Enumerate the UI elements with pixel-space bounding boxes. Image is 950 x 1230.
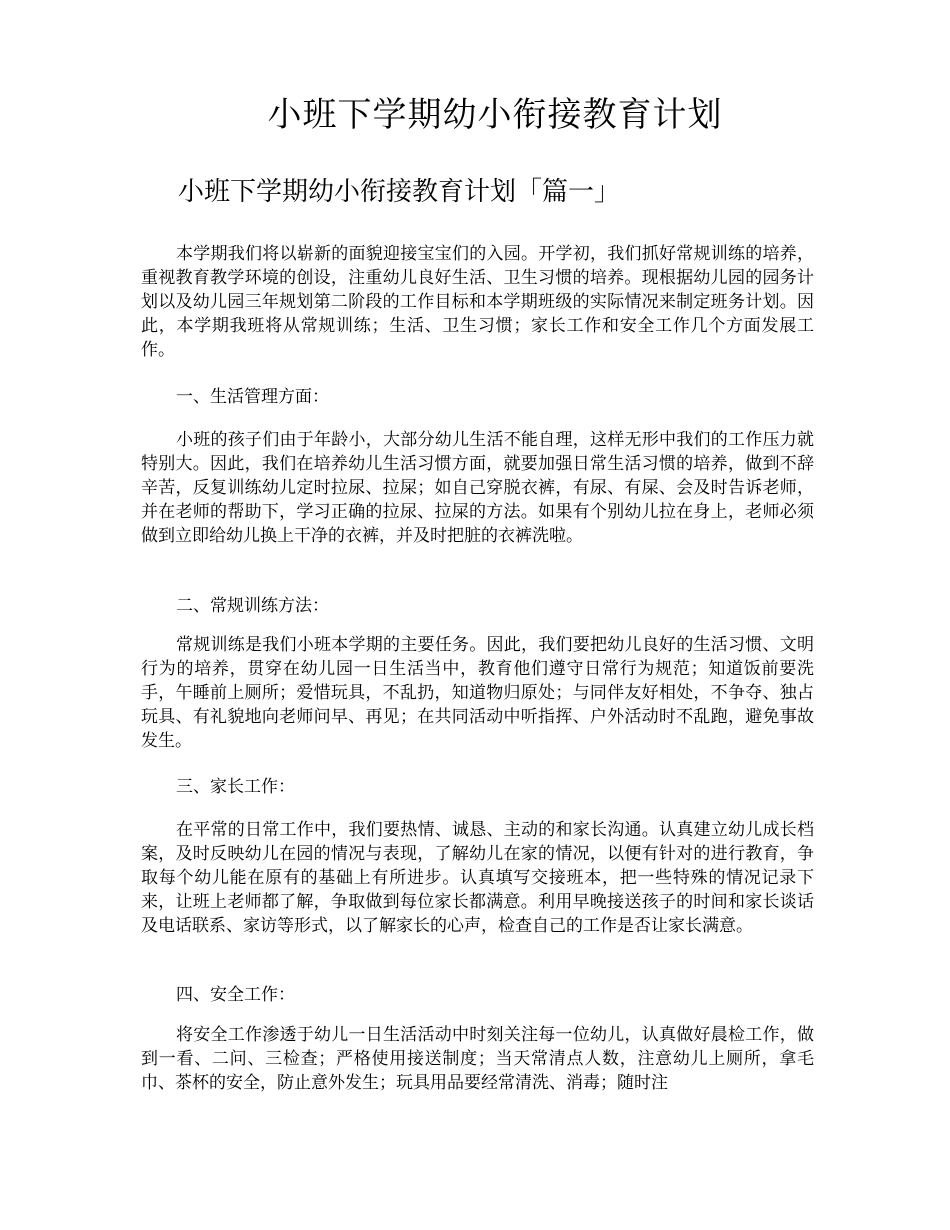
safety-work-paragraph: 将安全工作渗透于幼儿一日生活活动中时刻关注每一位幼儿，认真做好晨检工作，做到一看、二问、三检查；严格使用接送制度；当天常清点人数，注意幼儿上厕所，拿毛巾、茶杯的安全，防止意外发生；玩具用品要经常清洗、消毒；随时注	[141, 1025, 814, 1093]
section-heading: 小班下学期幼小衔接教育计划「篇一」	[178, 177, 621, 207]
parent-work-paragraph: 在平常的日常工作中，我们要热情、诚恳、主动的和家长沟通。认真建立幼儿成长档案，及时反映幼儿在园的情况与表现，了解幼儿在家的情况，以便有针对的进行教育，争取每个幼儿能在原有的基础上有所进步。认真填写交接班本，把一些特殊的情况记录下来，让班上老师都了解，争取做到每位家长都满意。利用早晚接送孩子的时间和家长谈话及电话联系、家访等形式，以了解家长的心声，检查自己的工作是否让家长满意。	[141, 820, 814, 936]
subheading-routine-training: 二、常规训练方法：	[176, 596, 329, 616]
document-title: 小班下学期幼小衔接教育计划	[267, 95, 723, 135]
intro-paragraph: 本学期我们将以崭新的面貌迎接宝宝们的入园。开学初，我们抓好常规训练的培养，重视教育教学环境的创设，注重幼儿良好生活、卫生习惯的培养。现根据幼儿园的园务计划以及幼儿园三年规划第二阶段的工作目标和本学期班级的实际情况来制定班务计划。因此，本学期我班将从常规训练；生活、卫生习惯；家长工作和安全工作几个方面发展工作。	[141, 244, 814, 360]
routine-training-paragraph: 常规训练是我们小班本学期的主要任务。因此，我们要把幼儿良好的生活习惯、文明行为的培养，贯穿在幼儿园一日生活当中，教育他们遵守日常行为规范；知道饭前要洗手，午睡前上厕所；爱惜玩具，不乱扔，知道物归原处；与同伴友好相处，不争夺、独占玩具、有礼貌地向老师问早、再见；在共同活动中听指挥、户外活动时不乱跑，避免事故发生。	[141, 635, 814, 751]
subheading-parent-work: 三、家长工作：	[176, 777, 295, 797]
subheading-safety-work: 四、安全工作：	[176, 985, 295, 1005]
subheading-life-management: 一、生活管理方面：	[176, 387, 329, 407]
life-management-paragraph: 小班的孩子们由于年龄小，大部分幼儿生活不能自理，这样无形中我们的工作压力就特别大。因此，我们在培养幼儿生活习惯方面，就要加强日常生活习惯的培养，做到不辞辛苦，反复训练幼儿定时拉尿、拉屎；如自己穿脱衣裤，有尿、有屎、会及时告诉老师，并在老师的帮助下，学习正确的拉尿、拉屎的方法。如果有个别幼儿拉在身上，老师必须做到立即给幼儿换上干净的衣裤，并及时把脏的衣裤洗啦。	[141, 430, 814, 546]
